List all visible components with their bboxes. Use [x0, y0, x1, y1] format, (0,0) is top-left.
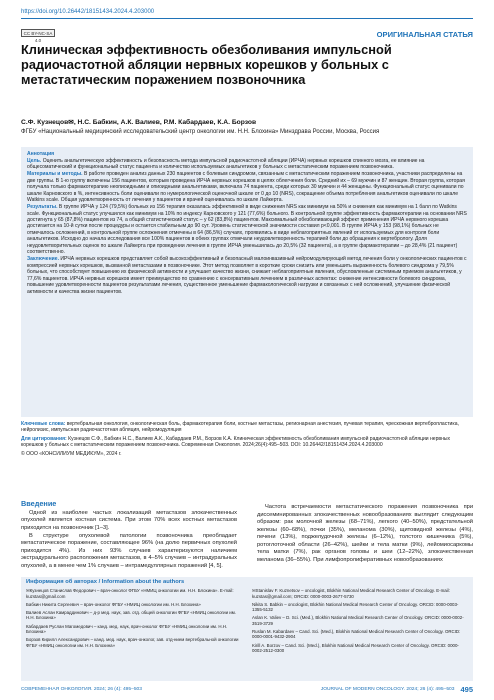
author-info-item: ✉Кузнецов Станислав Федорович – врач-онколог ФГБУ «НМИЦ онкологии им. Н.Н. Блохина». E-mail: kuzstas@gmail.com [26, 588, 234, 599]
footer-journal-ru: СОВРЕМЕННАЯ ОНКОЛОГИЯ. 2024; 26 (4): 495–503 [21, 687, 143, 692]
footer-journal-en: JOURNAL OF MODERN ONCOLOGY. 2024; 26 (4): 495–503 [320, 687, 455, 692]
author-info-en [252, 588, 468, 656]
results-text: В группе ИРЧА у 124 (79,5%) больных из 156 терапия оказалась эффективной в виде снижения NRS как минимум на 50% и снижения как минимум на 1 балл по Watkins scale. Функциональный статус улучшился как минимум на 10% по индексу Карновского у 121 (77,6%) больного. В контрольной группе эффективность фармакотерапии на основании NRS достигнута у 65 (87,8%) пациентов из 74, а общий статистический статус – у 62 (83,8%) пациентов. Максимальный обезболивающий эффект применения ИРЧА нервного корешка достигается на 10-й сутки после процедуры и остается стабильным до 90 сут. Уровень статистической значимости составил p<0,001. В группе ИРЧА у 153 (98,1%) больных не отмечалось осложнений, в контрольной группе осложнения отмечены в 64 (86,5%) случаях, проявились в виде неблагоприятных явлений от используемых для контроля боли анальгетиков. Исходно до начала исследования все 100% пациентов в обеих группах отмечали неудовлетворенность терапией боли до обращения к вертебрологу. Доля неудовлетворительных оценок по шкале Лайкерта при проведении лечения в группе ИРЧА уменьшилась до 20,5% (32 пациента), а в группе фармакотерапии – до 28,4% (21 пациент) соответственно. [27, 204, 467, 256]
license-badge[interactable]: CC BY-NC-SA 4.0 [21, 29, 55, 37]
article-type: ОРИГИНАЛЬНАЯ СТАТЬЯ [376, 30, 473, 39]
intro-paragraph: Частота встречаемости метастатического поражения позвоночника при диссеминированных злокачественных новообразованиях выглядит следующим образом: рак молочной железы (68–71%), легкого (40–50%), предстательной железы (60–68%), почки (35%), меланома (30%), щитовидной железы (4%), печени (13%), поджелудочной железы (6–12%), толстого кишечника (5%), ротоглоточной области (26–42%), шейки и тела матки (9%), лейомиосаркомы тела матки (7%), рак органов головы и шеи (12–22%), злокачественная меланома (36–55%). При лимфопролиферативных новообразованиях [257, 504, 473, 563]
methods-label: Материалы и методы. [27, 171, 83, 178]
header-divider [21, 18, 473, 19]
author-info-item: Бабкин Никита Сергеевич – врач-онколог ФГБУ «НМИЦ онкологии им. Н.Н. Блохина» [26, 601, 201, 607]
copyright: © ООО «КОНСИЛИУМ МЕДИКУМ», 2024 г. [21, 450, 122, 457]
author-info-item: Kirill A. Borzov – Cand. Sci. (Med.), Blokhin National Medical Research Center of Oncology. ORCID: 0000-0002-2512-0300 [252, 642, 459, 653]
keywords-text: вертебральная онкология, онкологическая боль, фармакотерапия боли, костные метастазы, регионарная анестезия, пучевая терапия, чрескожная вертебропластика, нейролизис, импульсная радиочастотная абляция, нейромодуляция [21, 421, 459, 434]
author-info-item: Валиев Аслан Камраддинович – д-р мед. наук, зав. отд. общей онкологии ФГБУ «НМИЦ онкологии им. Н.Н. Блохина» [26, 610, 236, 621]
methods-text: В работе проведен анализ данных 230 пациентов с болевым синдромом, связанным с метастатическим поражением позвоночника, участники распределены на две группы. В 1-ю группу включены 156 пациентов, которым проведена ИРЧА нервных корешков в целях облегчения боли. Средний их – 69 мужчин и 87 женщин. Вторая группа, которая получала только фармакотерапию неопиоидными и опиоидными анальгетиками, включала 74 пациента, среди которых 30 мужчин и 44 женщины. Функциональный статус оценивали по шкале Карновского в %, интенсивность боли оценивали по нумерологической оценочной шкале от 0 до 10 (NRS), сокращение объема потребления анальгетиков оценивали по шкале Watkins scale. Общая удовлетворенность от лечения у пациентов и врачей оценивалась по шкале Лайкерта. [27, 171, 465, 204]
citation-label: Для цитирования: [21, 435, 67, 442]
goal-text: Оценить анальгетическую эффективность и безопасность метода импульсной радиочастотной абляции (ИРЧА) нервных корешков спинного мозга, ее влияние на общесоматический и функциональный статус пациента и количество используемых анальгетиков у больных с метастатическим поражением позвоночника. [27, 157, 425, 171]
author-info-item: Nikita S. Babkin – oncologist, Blokhin National Medical Research Center of Oncology. ORCID: 0000-0003-1355-5132 [252, 601, 459, 613]
author-info-box [21, 577, 473, 681]
author-info-item: ✉Stanislav F. Kuznetsov – oncologist, Blokhin National Medical Research Center of Oncology. E-mail: kuzstas@gmail.com; ORCID: 0000-0003-2677-5730 [252, 588, 450, 599]
author-info-item: Aslan K. Valiev – D. Sci. (Med.), Blokhin National Medical Research Center of Oncology. ORCID: 0000-0002-3519-3729 [252, 615, 464, 626]
intro-paragraph: В структуре опухолевой патологии позвоночника преобладает метастатическое поражение, составляющее 96% (на долю первичных опухолей приходится 4%). Из них 93% случаев характеризуются наличием экстрадурального расположения метастазов, в 4–5% случаев – интрадуральных опухолей, а в менее чем 1% случаев – интрамедуллярных поражений [4, 5]. [21, 532, 237, 569]
keywords-block [21, 421, 473, 459]
citation-text: Кузнецов С.Ф., Бабкин Н.С., Валиев А.К., Кабардаев Р.М., Борзов К.А. Клиническая эффективность обезболивания импульсной радиочастотной абляции нервных корешков у больных с метастатическим поражением позвоночника. Современная Онкология. 2024;26(4):495–503. DOI: 10.26442/18151434.2024.4.203000 [21, 435, 451, 449]
keywords-label: Ключевые слова: [21, 421, 66, 427]
intro-left-column [21, 500, 237, 571]
conclusion-text: ИРЧА нервных корешков представляет собой высокоэффективный и безопасный малоинвазивный нейромодулирующий метод лечения боли у онкологических пациентов с компрессией нервных корешков, вызванной метастазами в позвоночнике. Этот метод позволяет в короткие сроки снизить или уменьшить выраженность болевого синдрома у 79,5% больных, что способствует повышению их физической активности и улучшает качество жизни, снижает неблагоприятные явления, обусловленные системным приемом анальгетиков, у 77,6% пациентов. ИРЧА нервных корешков имеет преимущество по сравнению с консервативным лечением в различных аспектах: снижение интенсивности болевого синдрома, повышение удовлетворенности пациентов результатами лечения, существенное уменьшение фармакологической нагрузки и связанных с ней осложнений, улучшение физической активности и качества жизни пациентов. [27, 256, 467, 295]
intro-heading: Введение [21, 499, 57, 508]
page-number: 495 [460, 685, 473, 694]
conclusion-label: Заключение. [27, 256, 59, 263]
author-info-heading: Информация об авторах / Information about the authors [26, 579, 185, 585]
author-list: С.Ф. Кузнецов✉, Н.С. Бабкин, А.К. Валиев, Р.М. Кабардаев, К.А. Борзов [21, 119, 257, 126]
author-info-item: Ruslan M. Kabardaev – Cand. Sci. (Med.), Blokhin National Medical Research Center of Oncology. ORCID: 0000-0001-9432-2904 [252, 629, 461, 640]
affiliation: ФГБУ «Национальный медицинский исследовательский центр онкологии им. Н.Н. Блохина» Минздрава России, Москва, Россия [21, 129, 380, 135]
author-info-ru [26, 588, 242, 656]
intro-right-column [257, 504, 473, 565]
abstract-box [21, 147, 473, 417]
author-info-item: Борзов Кирилл Александрович – канд. мед. наук, врач-онколог, зав. отд-нием вертебральной онкологии ФГБУ «НМИЦ онкологии им. Н.Н. Блохина» [26, 637, 239, 648]
results-label: Результаты. [27, 204, 58, 211]
page-footer [21, 685, 473, 694]
intro-paragraph: Одной из наиболее частых локализаций метастазов злокачественных опухолей является костная система. При этом 70% всех костных метастазов приходится на позвоночник [1–3]. [21, 509, 237, 531]
goal-label: Цель. [27, 157, 42, 164]
author-info-item: Кабардаев Руслан Магомедович – канд. мед. наук, врач-онколог ФГБУ «НМИЦ онкологии им. Н.Н. Блохина» [26, 623, 228, 635]
abstract-heading: Аннотация [27, 151, 55, 157]
article-title: Клиническая эффективность обезболивания импульсной радиочастотной абляции нервных корешков у больных с метастатическим поражением позвоночника [21, 42, 392, 88]
doi-link[interactable]: https://doi.org/10.26442/18151434.2024.4.203000 [21, 9, 155, 15]
